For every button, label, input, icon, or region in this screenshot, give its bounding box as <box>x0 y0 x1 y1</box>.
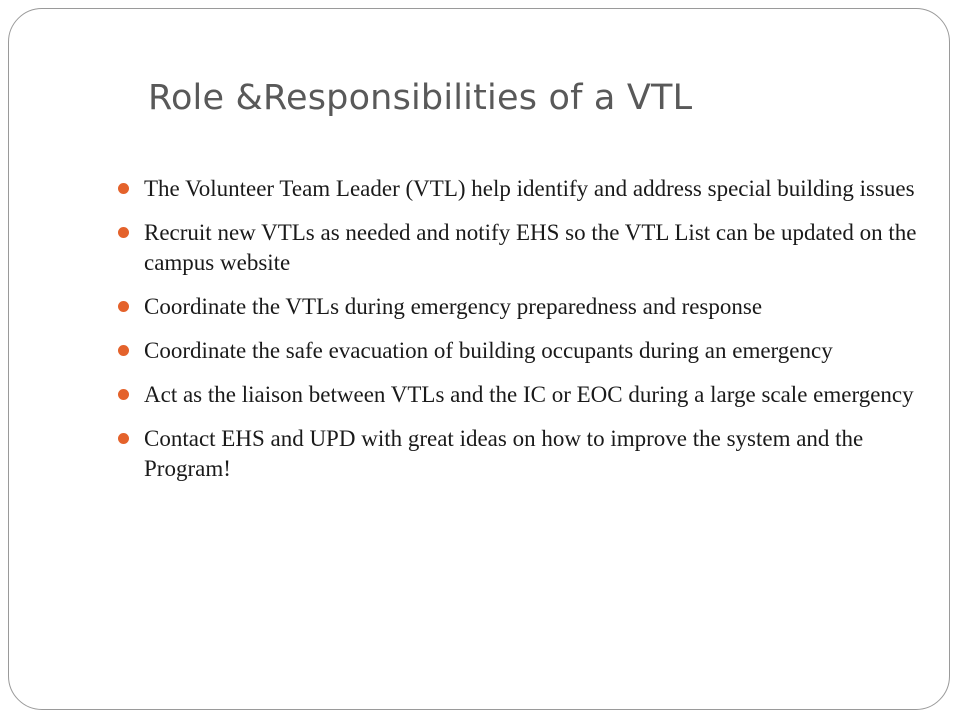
bullet-text: Coordinate the safe evacuation of building occupants during an emergency <box>144 338 833 363</box>
bullet-item <box>118 380 950 410</box>
bullet-text: Contact EHS and UPD with great ideas on how to improve the system and the Program! <box>144 426 864 481</box>
bullet-dot-icon <box>118 301 129 312</box>
bullet-text: Recruit new VTLs as needed and notify EHS so the VTL List can be updated on the campus website <box>144 220 917 275</box>
bullet-dot-icon <box>118 345 129 356</box>
bullet-text: The Volunteer Team Leader (VTL) help identify and address special building issues <box>144 176 915 201</box>
bullet-text: Coordinate the VTLs during emergency preparedness and response <box>144 294 763 319</box>
bullet-dot-icon <box>118 183 129 194</box>
bullet-item <box>118 174 950 204</box>
bullet-dot-icon <box>118 389 129 400</box>
bullet-item <box>118 424 950 484</box>
bullet-list <box>118 174 950 498</box>
bullet-item <box>118 336 950 366</box>
bullet-dot-icon <box>118 227 129 238</box>
bullet-item <box>118 292 950 322</box>
slide-title: Role &Responsibilities of a VTL <box>148 78 693 118</box>
bullet-text: Act as the liaison between VTLs and the IC or EOC during a large scale emergency <box>144 382 914 407</box>
bullet-item <box>118 218 950 278</box>
bullet-dot-icon <box>118 433 129 444</box>
